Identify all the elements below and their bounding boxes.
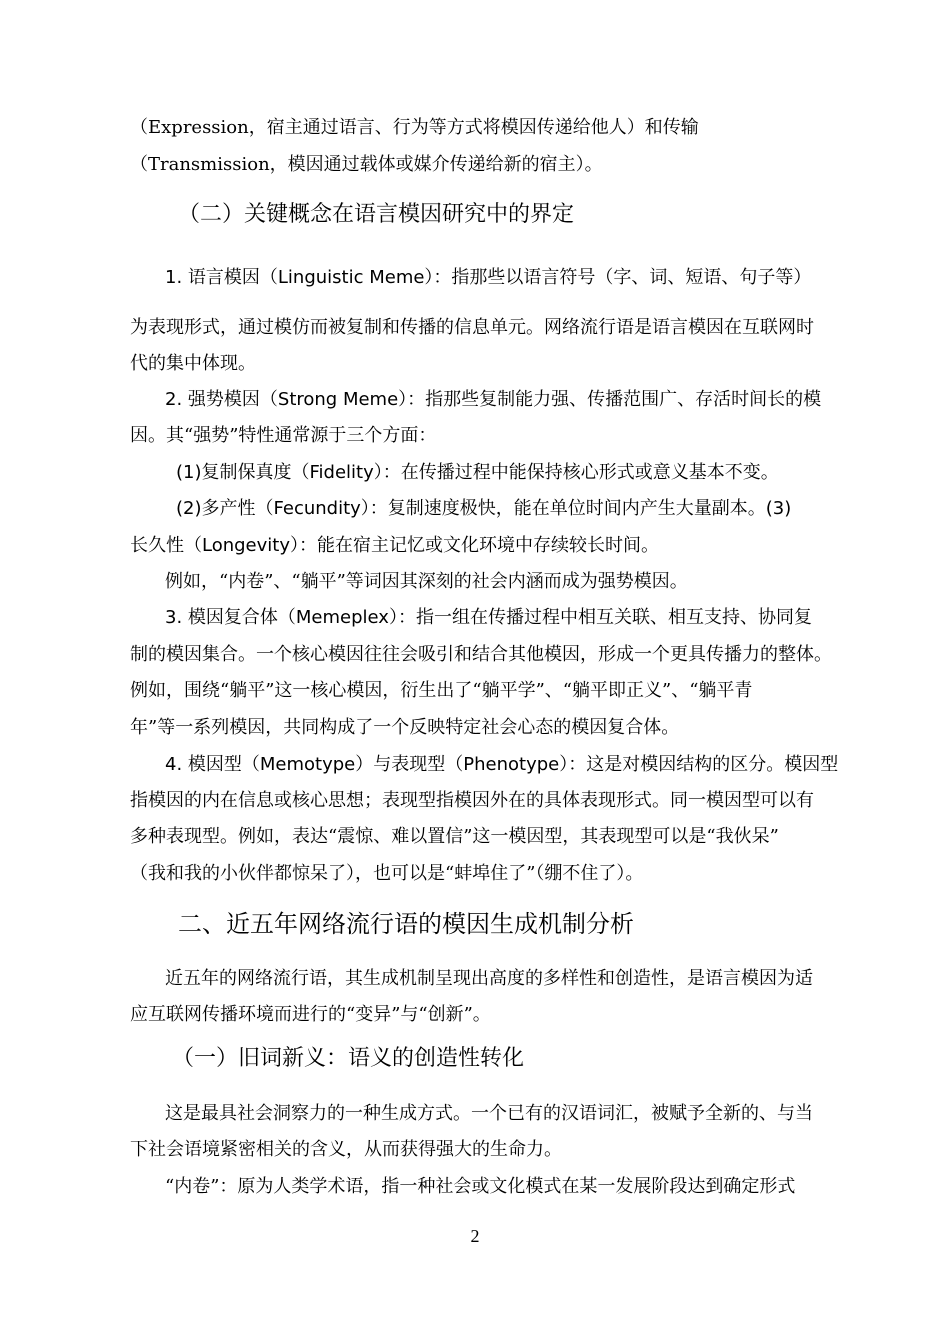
body-line: 因。其“强势”特性通常源于三个方面： <box>130 425 437 446</box>
body-line: 近五年的网络流行语，其生成机制呈现出高度的多样性和创造性，是语言模因为适 <box>165 968 813 989</box>
definition-line: 1. 语言模因（Linguistic Meme）：指那些以语言符号（字、词、短语、句子等） <box>165 267 812 288</box>
body-line: 指模因的内在信息或核心思想；表现型指模因外在的具体表现形式。同一模因型可以有 <box>130 790 814 811</box>
section-heading: （二）关键概念在语言模因研究中的界定 <box>178 202 575 227</box>
body-line: 多种表现型。例如，表达“震惊、难以置信”这一模因型，其表现型可以是“我伙呆” <box>130 826 779 847</box>
definition-line: 3. 模因复合体（Memeplex）：指一组在传播过程中相互关联、相互支持、协同复 <box>165 607 812 628</box>
body-line: 代的集中体现。 <box>130 353 256 374</box>
definition-line: (2)多产性（Fecundity）：复制速度极快，能在单位时间内产生大量副本。(3) <box>176 498 792 519</box>
body-line: 为表现形式，通过模仿而被复制和传播的信息单元。网络流行语是语言模因在互联网时 <box>130 317 814 338</box>
definition-line: 长久性（Longevity）：能在宿主记忆或文化环境中存续较长时间。 <box>130 535 659 556</box>
body-line: 制的模因集合。一个核心模因往往会吸引和结合其他模因，形成一个更具传播力的整体。 <box>130 644 832 665</box>
section-heading: （一）旧词新义：语义的创造性转化 <box>172 1046 525 1071</box>
page-number: 2 <box>470 1226 480 1246</box>
body-line: （我和我的小伙伴都惊呆了），也可以是“蚌埠住了”（绷不住了）。 <box>130 863 644 884</box>
body-line: 例如，围绕“躺平”这一核心模因，衍生出了“躺平学”、“躺平即正义”、“躺平青 <box>130 680 753 701</box>
definition-line: (1)复制保真度（Fidelity）：在传播过程中能保持核心形式或意义基本不变。 <box>176 462 779 483</box>
body-line: “内卷”：原为人类学术语，指一种社会或文化模式在某一发展阶段达到确定形式 <box>165 1176 796 1197</box>
body-line: （Transmission，模因通过载体或媒介传递给新的宿主）。 <box>130 154 603 175</box>
body-line: 例如，“内卷”、“躺平”等词因其深刻的社会内涵而成为强势模因。 <box>165 571 688 592</box>
body-line: 年”等一系列模因，共同构成了一个反映特定社会心态的模因复合体。 <box>130 717 680 738</box>
body-line: （Expression，宿主通过语言、行为等方式将模因传递给他人）和传输 <box>130 117 699 138</box>
definition-line: 2. 强势模因（Strong Meme）：指那些复制能力强、传播范围广、存活时间长的模 <box>165 389 822 410</box>
body-line: 应互联网传播环境而进行的“变异”与“创新”。 <box>130 1004 491 1025</box>
definition-line: 4. 模因型（Memotype）与表现型（Phenotype）：这是对模因结构的区分。模因型 <box>165 754 839 775</box>
body-line: 下社会语境紧密相关的含义，从而获得强大的生命力。 <box>130 1139 562 1160</box>
chapter-heading: 二、近五年网络流行语的模因生成机制分析 <box>178 910 634 938</box>
body-line: 这是最具社会洞察力的一种生成方式。一个已有的汉语词汇，被赋予全新的、与当 <box>165 1103 813 1124</box>
